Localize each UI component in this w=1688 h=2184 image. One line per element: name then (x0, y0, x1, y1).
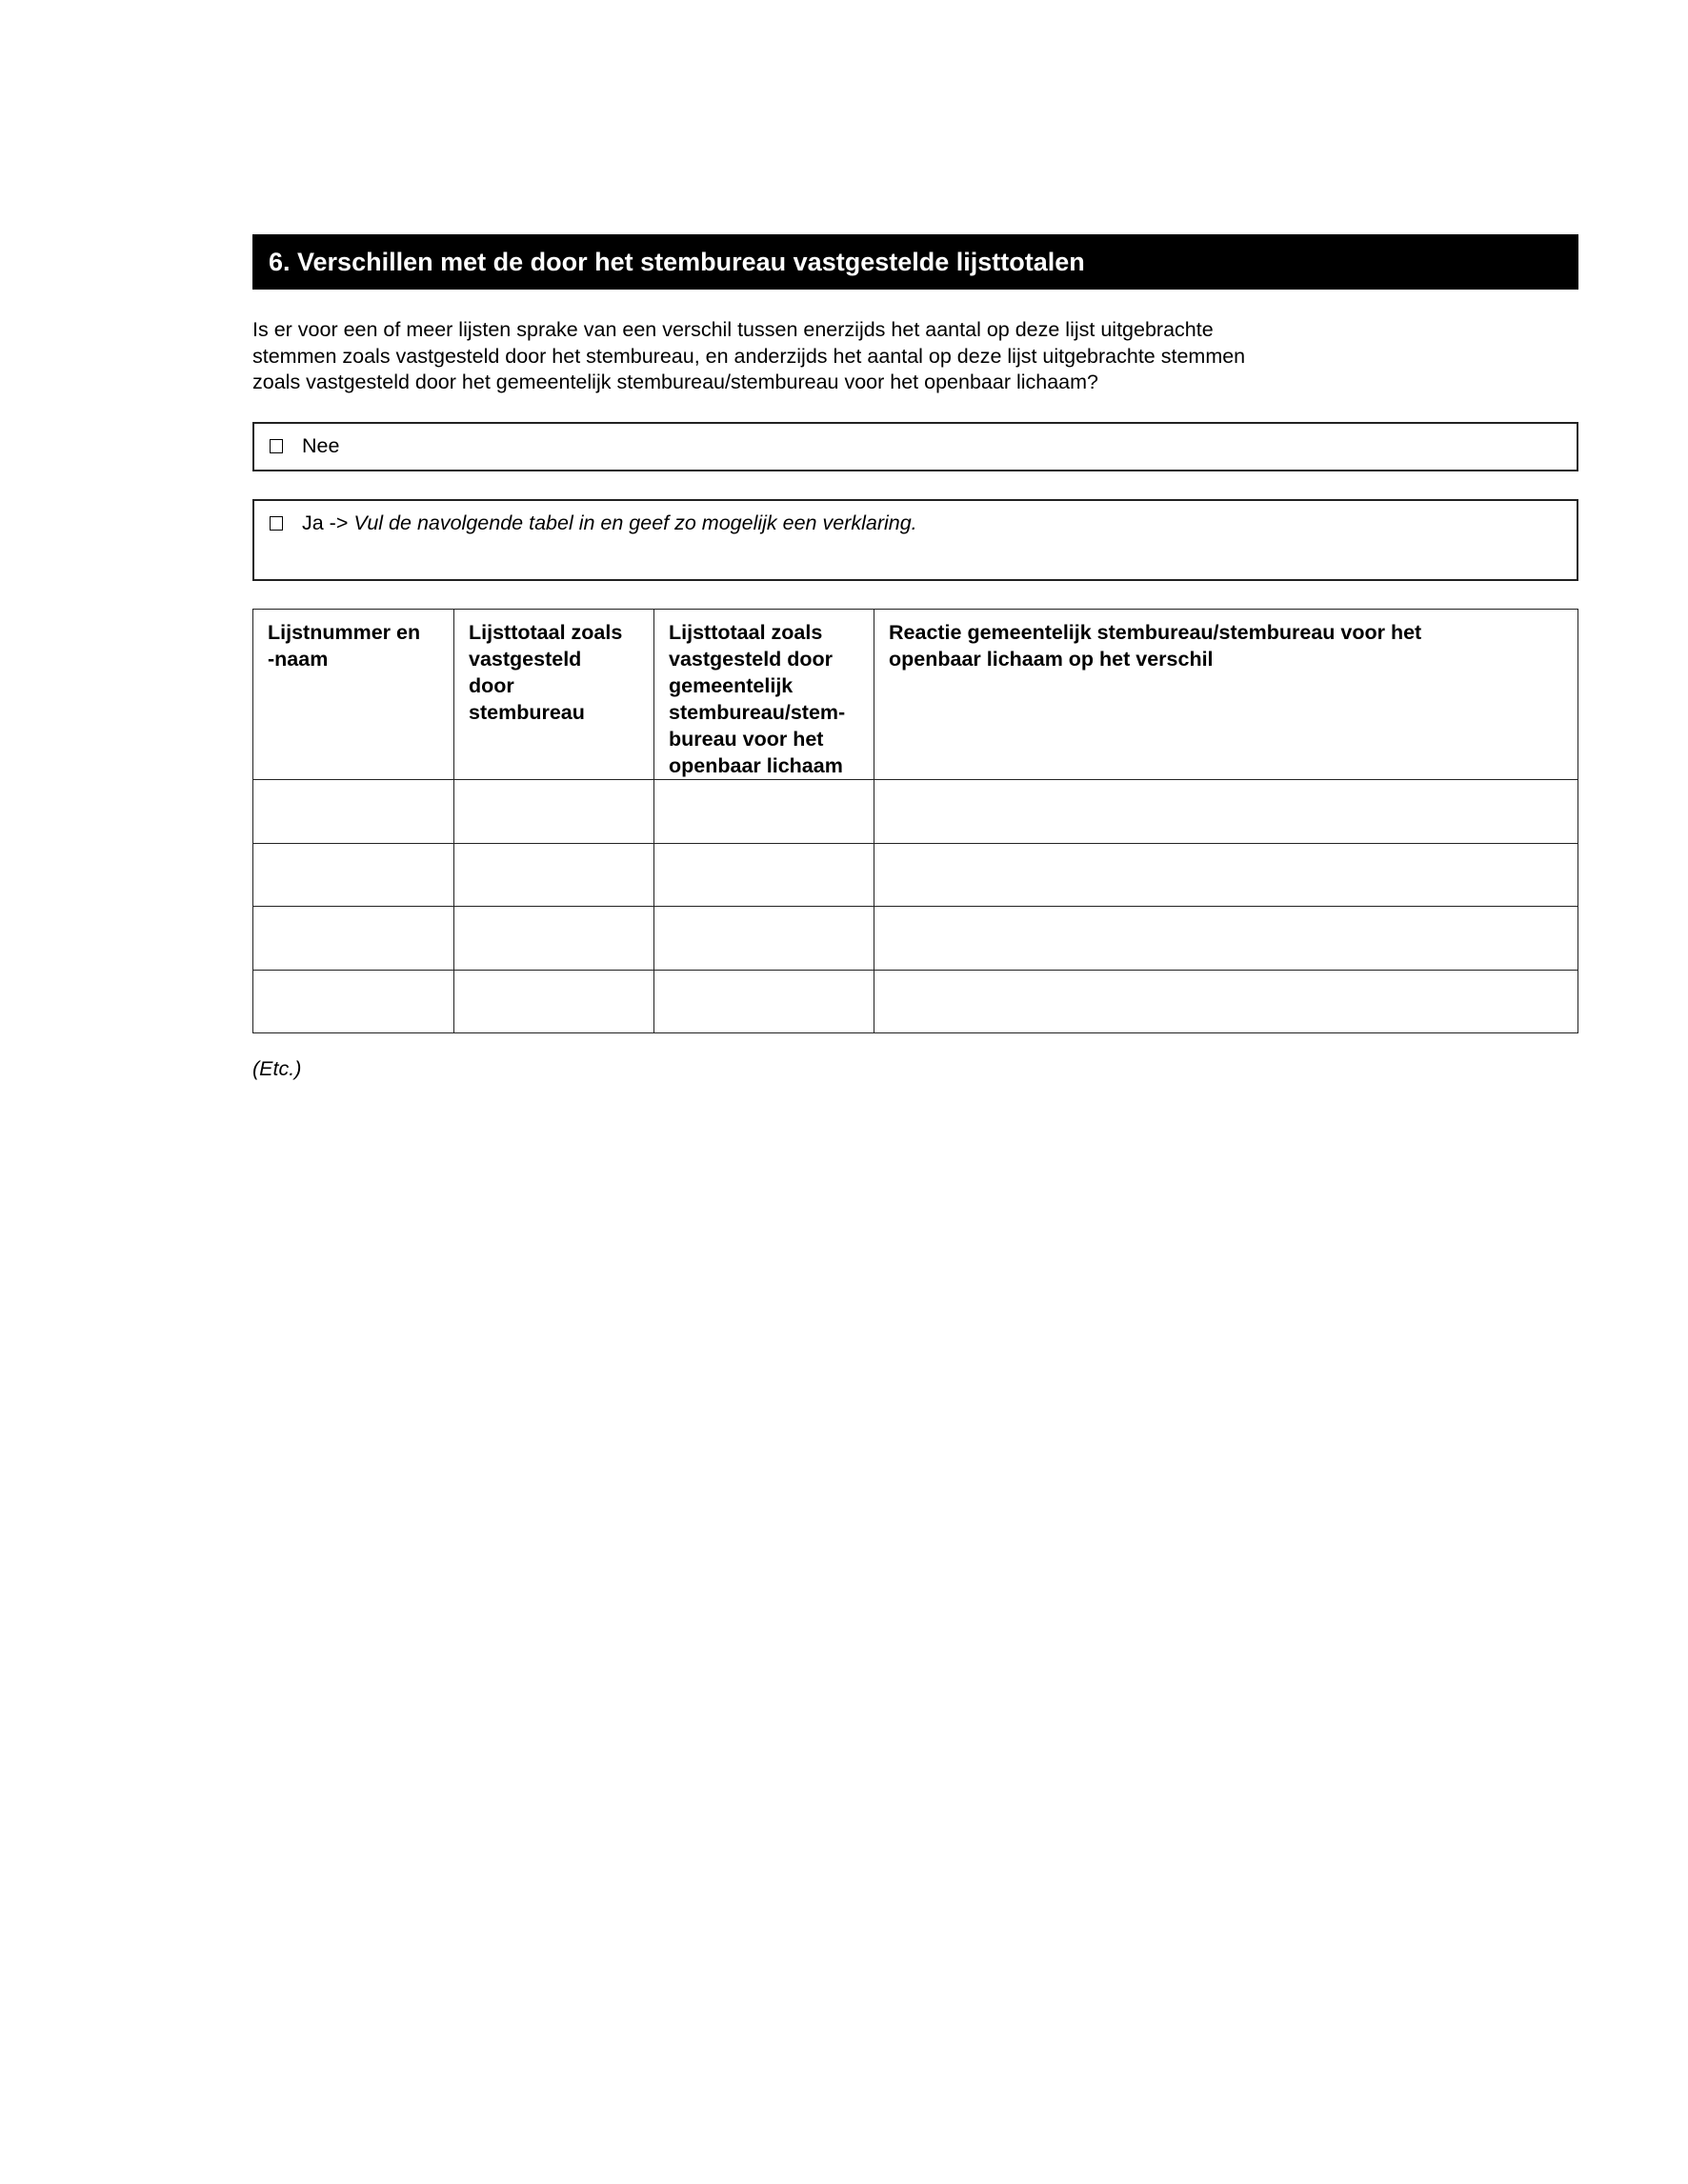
header-lijsttotaal-stembureau: Lijsttotaal zoals vastgesteld door stembureau (454, 610, 654, 780)
header-reactie: Reactie gemeentelijk stembureau/stembureau voor het openbaar lichaam op het verschil (874, 610, 1578, 780)
table-cell[interactable] (654, 907, 874, 971)
question-line: Is er voor een of meer lijsten sprake van een verschil tussen enerzijds het aantal op deze lijst uitgebrachte (252, 318, 1214, 341)
table-row (253, 970, 1578, 1033)
option-ja-label: Ja -> (302, 511, 349, 534)
question-text (252, 317, 1491, 396)
table-cell[interactable] (874, 970, 1578, 1033)
table-cell[interactable] (454, 907, 654, 971)
question-line: stemmen zoals vastgesteld door het stembureau, en anderzijds het aantal op deze lijst uitgebrachte stemmen (252, 344, 1246, 368)
table-cell[interactable] (874, 843, 1578, 907)
table-cell[interactable] (253, 780, 454, 844)
table-cell[interactable] (253, 970, 454, 1033)
table-row (253, 907, 1578, 971)
table-row (253, 843, 1578, 907)
table-cell[interactable] (454, 780, 654, 844)
option-ja-instruction: Vul de navolgende tabel in en geef zo mogelijk een verklaring. (353, 511, 917, 534)
checkbox-nee[interactable] (270, 439, 283, 453)
checkbox-ja[interactable] (270, 516, 283, 531)
table-cell[interactable] (454, 970, 654, 1033)
table-cell[interactable] (253, 843, 454, 907)
table-header-row (253, 610, 1578, 780)
table-cell[interactable] (654, 843, 874, 907)
section-title: 6. Verschillen met de door het stembureau vastgestelde lijsttotalen (252, 234, 1578, 290)
option-ja-box (252, 499, 1578, 581)
table-cell[interactable] (654, 970, 874, 1033)
table-cell[interactable] (454, 843, 654, 907)
differences-table (252, 609, 1578, 1033)
option-nee-box (252, 422, 1578, 471)
table-cell[interactable] (874, 780, 1578, 844)
question-line: zoals vastgesteld door het gemeentelijk stembureau/stembureau voor het openbaar lichaam? (252, 371, 1098, 393)
etc-note: (Etc.) (252, 1057, 302, 1080)
table-cell[interactable] (253, 907, 454, 971)
header-lijsttotaal-gsb: Lijsttotaal zoals vastgesteld door gemeentelijk stembureau/stem- bureau voor het openbaar lichaam (654, 610, 874, 780)
option-nee-label: Nee (302, 434, 340, 457)
table-row (253, 780, 1578, 844)
table-cell[interactable] (874, 907, 1578, 971)
table-cell[interactable] (654, 780, 874, 844)
header-lijstnummer: Lijstnummer en -naam (253, 610, 454, 780)
